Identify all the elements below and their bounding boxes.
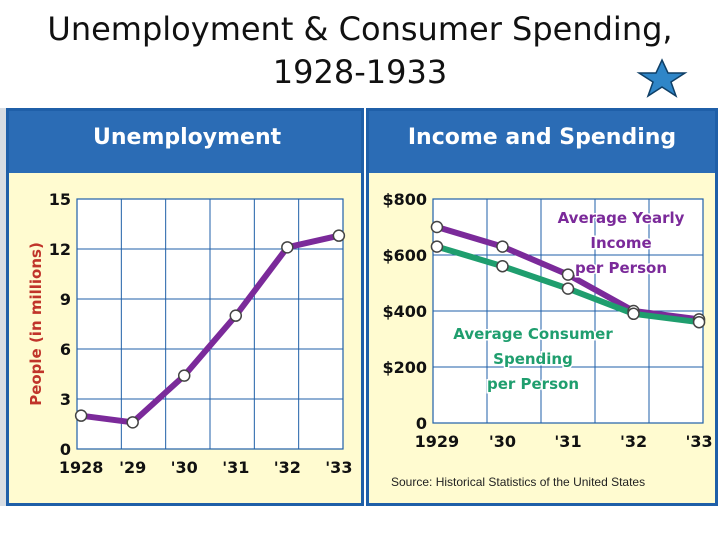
spending-annotation: Spending <box>493 350 573 368</box>
y-tick-label: 9 <box>59 290 71 309</box>
y-tick-label: 12 <box>48 240 71 259</box>
x-tick-label: 1929 <box>414 432 460 451</box>
x-tick-label: '33 <box>325 458 353 477</box>
data-point <box>333 230 344 241</box>
data-point <box>76 410 87 421</box>
y-tick-label: 0 <box>59 440 71 459</box>
slide-title-line1: Unemployment & Consumer Spending, <box>47 10 673 48</box>
data-point <box>230 310 241 321</box>
income-annotation: per Person <box>574 259 668 277</box>
y-tick-label: 6 <box>59 340 71 359</box>
income-spending-title: Income and Spending <box>407 125 677 150</box>
x-tick-label: '32 <box>619 432 648 451</box>
y-tick-label: 3 <box>59 390 71 409</box>
x-tick-label: '33 <box>685 432 713 451</box>
y-axis-label: People (in millions) <box>27 242 45 406</box>
data-point <box>497 261 508 272</box>
data-point <box>628 308 639 319</box>
slide-title <box>0 8 720 94</box>
y-tick-label: $200 <box>382 358 427 377</box>
x-tick-label: '32 <box>273 458 301 477</box>
y-tick-label: $600 <box>382 246 427 265</box>
y-tick-label: $400 <box>382 302 427 321</box>
data-point <box>694 317 705 328</box>
y-tick-label: 15 <box>48 190 71 209</box>
income-annotation: Income <box>590 234 652 252</box>
data-point <box>563 269 574 280</box>
x-tick-label: '30 <box>488 432 517 451</box>
x-tick-label: '31 <box>554 432 582 451</box>
unemployment-chart <box>9 111 361 503</box>
data-point <box>497 241 508 252</box>
spending-annotation: per Person <box>486 375 580 393</box>
spending-annotation: Average Consumer <box>453 325 613 343</box>
x-tick-label: 1928 <box>58 458 104 477</box>
data-point <box>431 222 442 233</box>
data-point <box>563 283 574 294</box>
x-tick-label: '31 <box>222 458 250 477</box>
data-point <box>282 242 293 253</box>
slide-title-line2: 1928-1933 <box>272 53 448 91</box>
unemployment-panel <box>6 108 364 506</box>
y-tick-label: 0 <box>415 414 427 433</box>
star-icon <box>636 58 688 98</box>
data-point <box>431 241 442 252</box>
y-tick-label: $800 <box>382 190 427 209</box>
income-annotation: Average Yearly <box>557 209 685 227</box>
x-tick-label: '29 <box>119 458 147 477</box>
data-point <box>127 417 138 428</box>
x-tick-label: '30 <box>170 458 198 477</box>
data-point <box>179 370 190 381</box>
income-spending-chart <box>369 111 715 503</box>
income-spending-panel <box>366 108 718 506</box>
unemployment-title: Unemployment <box>93 125 282 150</box>
chart-source: Source: Historical Statistics of the United States <box>391 475 646 489</box>
